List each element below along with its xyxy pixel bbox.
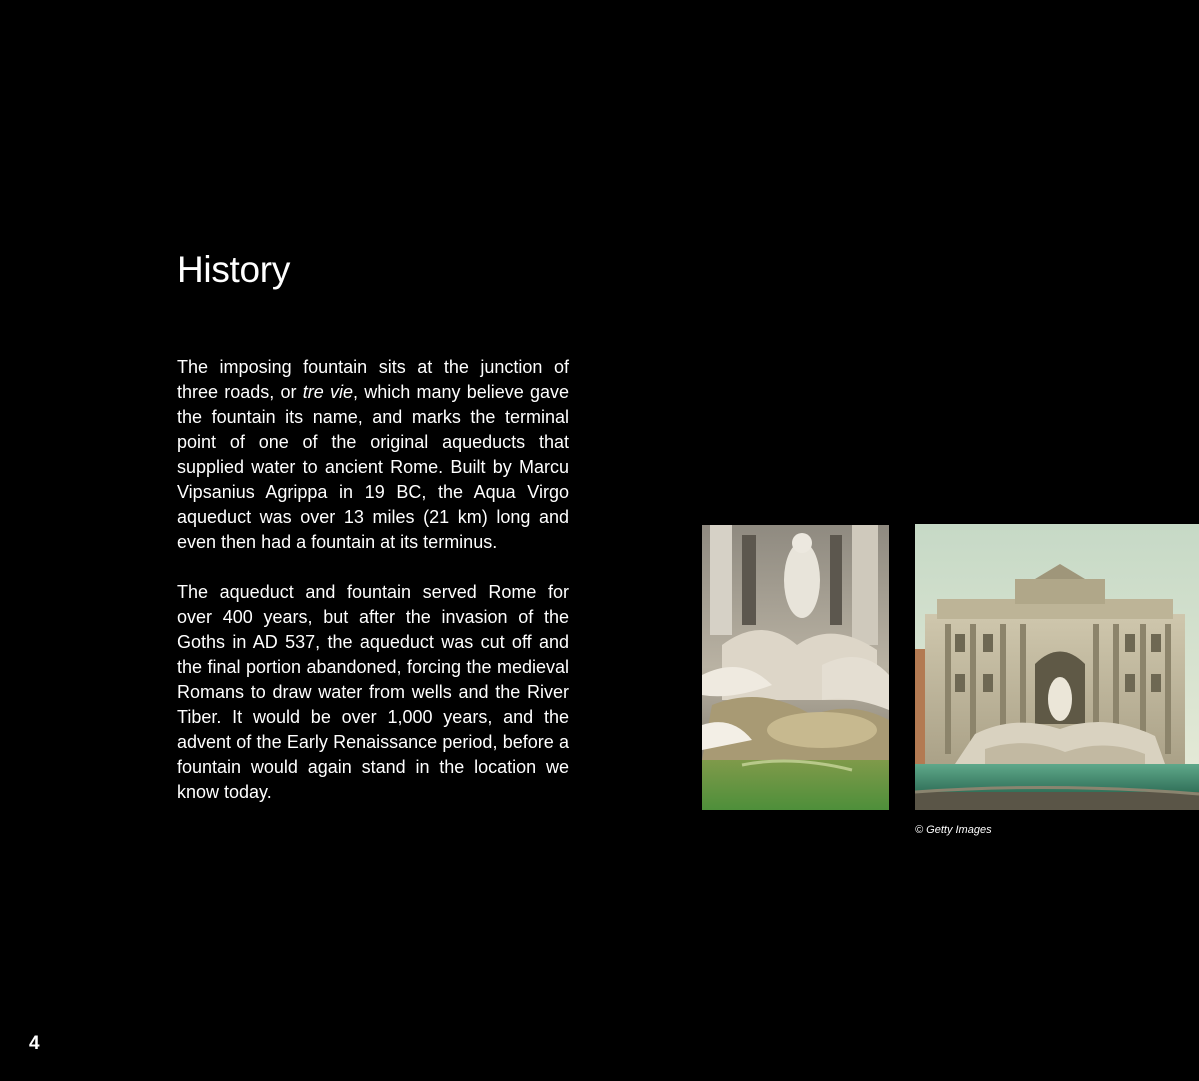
trevi-fountain-illustration: [915, 524, 1199, 810]
paragraph-1-start: The imposing fountain sits at the junction of three roads, or: [177, 357, 569, 402]
trevi-fountain-photo: [915, 524, 1199, 810]
paragraph-2: The aqueduct and fountain served Rome for over 400 years, but after the invasion of the Goths in AD 537, the aqueduct was cut off and the final portion abandoned, forcing the medieval Romans to draw water from wells and the River Tiber. It would be over 1,000 years, and the advent of the Early Renaissance period, before a fountain would again stand in the location we know today.: [177, 582, 569, 802]
fountain-statue-photo: [702, 525, 889, 810]
paragraph-1-italic: tre vie: [302, 382, 353, 402]
page-number: 4: [29, 1033, 40, 1054]
body-text: [177, 355, 569, 805]
page-title: History: [177, 249, 291, 290]
photo-credit-caption: © Getty Images: [915, 824, 992, 836]
fountain-statue-illustration: [702, 525, 889, 810]
paragraph-1-end: , which many believe gave the fountain its name, and marks the terminal point of one of the original aqueducts that supplied water to ancient Rome. Built by Marcu Vipsanius Agrippa in 19 BC, the Aqua Virgo aqueduct was over 13 miles (21 km) long and even then had a fountain at its terminus.: [177, 382, 569, 552]
paragraph-1: [177, 355, 569, 555]
